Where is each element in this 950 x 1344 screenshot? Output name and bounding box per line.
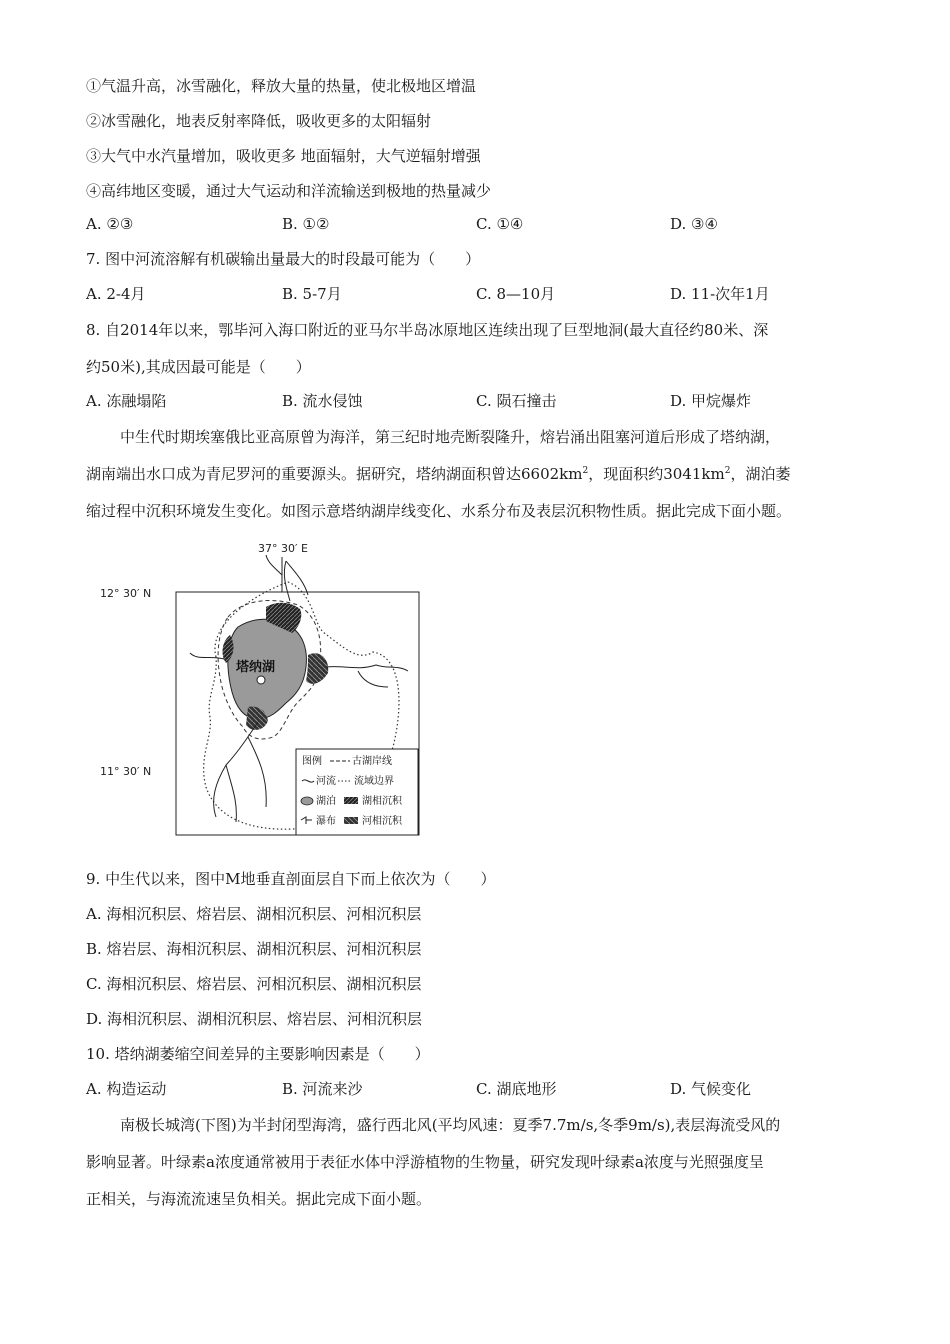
legend-lake: 湖泊	[316, 796, 336, 807]
map-lon-label: 37° 30′ E	[258, 542, 308, 555]
q6-statement-4: ④高纬地区变暖，通过大气运动和洋流输送到极地的热量减少	[86, 182, 492, 200]
passage1-line2	[86, 463, 790, 485]
legend-lake-sed: 湖相沉积	[362, 796, 402, 807]
passage1-line2-a: 湖南端出水口成为青尼罗河的重要源头。据研究，塔纳湖面积曾达6602km	[86, 465, 583, 483]
river-west	[190, 653, 224, 659]
tana-lake-map	[98, 537, 428, 842]
q7-option-a[interactable]: A. 2-4月	[86, 285, 146, 303]
q8-option-c[interactable]: C. 陨石撞击	[476, 392, 557, 410]
legend-lake-symbol	[301, 797, 313, 805]
q10-option-c[interactable]: C. 湖底地形	[476, 1080, 557, 1098]
q7-options	[86, 283, 866, 305]
lake-label: 塔纳湖	[236, 660, 276, 675]
map-legend	[296, 749, 418, 835]
q9-option-a[interactable]: A. 海相沉积层、熔岩层、湖相沉积层、河相沉积层	[86, 905, 422, 923]
q9-stem: 9. 中生代以来，图中M地垂直剖面层自下而上依次为（ ）	[86, 870, 496, 888]
q7-stem: 7. 图中河流溶解有机碳输出量最大的时段最可能为（ ）	[86, 250, 481, 268]
q10-stem: 10. 塔纳湖萎缩空间差异的主要影响因素是（ ）	[86, 1045, 430, 1063]
passage1-line1: 中生代时期埃塞俄比亚高原曾为海洋，第三纪时地壳断裂隆升，熔岩涌出阻塞河道后形成了塔纳湖，	[120, 428, 781, 446]
river-east	[326, 665, 408, 687]
q6-option-a[interactable]: A. ②③	[86, 215, 134, 233]
q8-option-d[interactable]: D. 甲烷爆炸	[670, 392, 752, 410]
river-sediment-east	[306, 653, 328, 684]
passage2-line3: 正相关，与海流流速呈负相关。据此完成下面小题。	[86, 1190, 432, 1208]
q8-stem-line2: 约50米),其成因最可能是（ ）	[86, 358, 311, 376]
river-south	[214, 722, 267, 822]
passage1-line3: 缩过程中沉积环境发生变化。如图示意塔纳湖岸线变化、水系分布及表层沉积物性质。据此完成下面小题。	[86, 502, 792, 520]
q6-statement-3: ③大气中水汽量增加，吸收更多 地面辐射，大气逆辐射增强	[86, 147, 481, 165]
q6-statement-1: ①气温升高，冰雪融化，释放大量的热量，使北极地区增温	[86, 77, 477, 95]
passage1-line2-c: ，湖泊萎	[730, 465, 791, 483]
q9-option-c[interactable]: C. 海相沉积层、熔岩层、河相沉积层、湖相沉积层	[86, 975, 422, 993]
q8-stem-line1: 8. 自2014年以来，鄂毕河入海口附近的亚马尔半岛冰原地区连续出现了巨型地洞(最大直径约80米、深	[86, 321, 769, 339]
passage1-line2-b: ，现面积约3041km	[588, 465, 725, 483]
q7-option-b[interactable]: B. 5-7月	[282, 285, 342, 303]
q6-options	[86, 213, 866, 235]
passage2-line2: 影响显著。叶绿素a浓度通常被用于表征水体中浮游植物的生物量，研究发现叶绿素a浓度与光照强度呈	[86, 1153, 764, 1171]
q9-option-b[interactable]: B. 熔岩层、海相沉积层、湖相沉积层、河相沉积层	[86, 940, 422, 958]
map-lat-bottom-label: 11° 30′ N	[100, 765, 152, 778]
passage1-line2-sup2: 2	[724, 466, 731, 476]
q7-option-d[interactable]: D. 11-次年1月	[670, 285, 770, 303]
q10-options	[86, 1078, 866, 1100]
river-north	[266, 555, 308, 601]
passage2-line1: 南极长城湾(下图)为半封闭型海湾，盛行西北风(平均风速：夏季7.7m/s,冬季9m/s),表层海流受风的	[120, 1116, 781, 1134]
legend-river-sed: 河相沉积	[362, 816, 402, 827]
q10-option-d[interactable]: D. 气候变化	[670, 1080, 752, 1098]
m-point-marker	[257, 676, 265, 684]
q6-option-d[interactable]: D. ③④	[670, 215, 718, 233]
legend-title: 图例	[302, 756, 322, 767]
q7-option-c[interactable]: C. 8—10月	[476, 285, 556, 303]
legend-lake-sed-symbol	[344, 797, 358, 804]
legend-basin: 流域边界	[354, 776, 394, 787]
legend-old-shore: 古湖岸线	[352, 756, 392, 767]
q6-statement-2: ②冰雪融化，地表反射率降低，吸收更多的太阳辐射	[86, 112, 432, 130]
legend-river-sed-symbol	[344, 817, 358, 824]
q8-option-a[interactable]: A. 冻融塌陷	[86, 392, 167, 410]
q9-option-d[interactable]: D. 海相沉积层、湖相沉积层、熔岩层、河相沉积层	[86, 1010, 423, 1028]
q10-option-a[interactable]: A. 构造运动	[86, 1080, 167, 1098]
q6-option-b[interactable]: B. ①②	[282, 215, 330, 233]
q8-options	[86, 390, 866, 412]
map-lat-top-label: 12° 30′ N	[100, 587, 152, 600]
q6-option-c[interactable]: C. ①④	[476, 215, 524, 233]
q8-option-b[interactable]: B. 流水侵蚀	[282, 392, 363, 410]
legend-river: 河流	[316, 776, 336, 787]
legend-waterfall: 瀑布	[316, 816, 336, 827]
q10-option-b[interactable]: B. 河流来沙	[282, 1080, 363, 1098]
passage1-line2-sup1: 2	[582, 466, 589, 476]
